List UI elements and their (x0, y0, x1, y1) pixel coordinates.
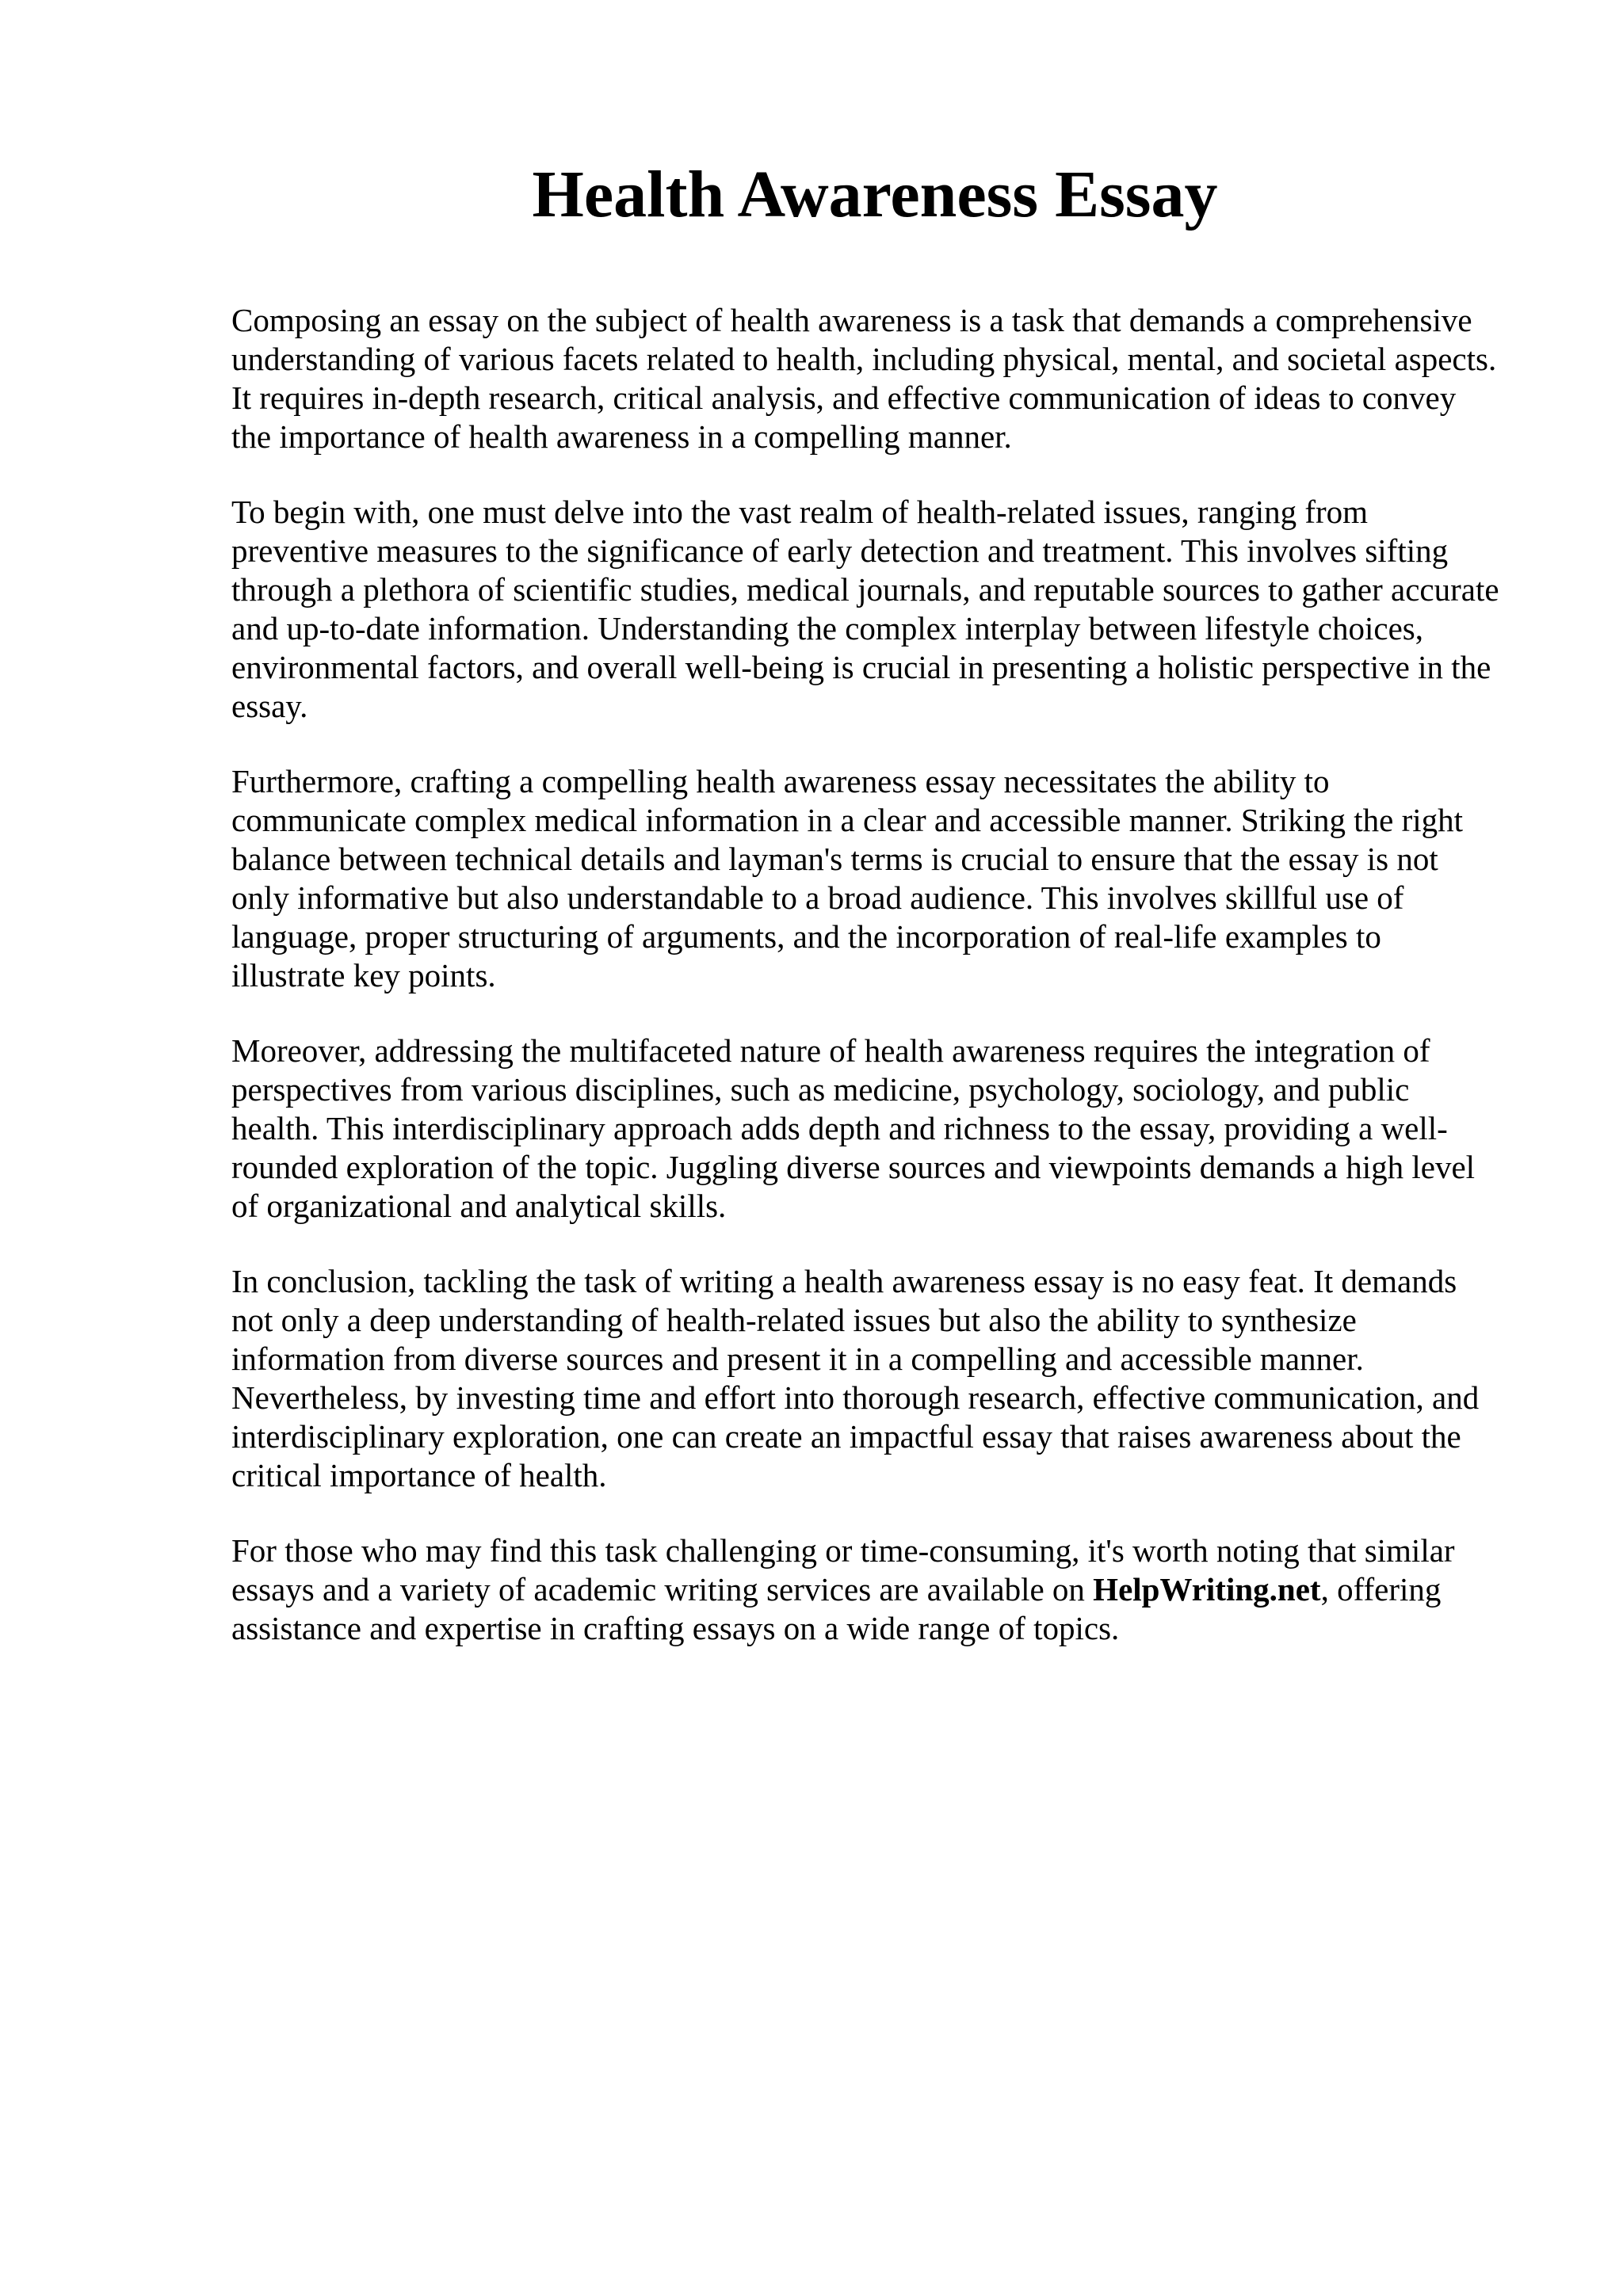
document-title: Health Awareness Essay (532, 158, 1218, 231)
paragraph-interdisciplinary: Moreover, addressing the multifaceted nature of health awareness requires the integration of perspectives from various disciplines, such as medicine, psychology, sociology, and public health. This interdisciplinary approach adds depth and richness to the essay, providing a well-rounded exploration of the topic. Juggling diverse sources and viewpoints demands a high level of organizational and analytical skills. (231, 1032, 1476, 1224)
document-body (231, 301, 1499, 1648)
paragraph-communication: Furthermore, crafting a compelling health awareness essay necessitates the ability to communicate complex medical information in a clear and accessible manner. Striking the right balance between technical details and layman's terms is crucial to ensure that the essay is not only informative but also understandable to a broad audience. This involves skillful use of language, proper structuring of arguments, and the incorporation of real-life examples to illustrate key points. (231, 763, 1464, 994)
paragraph-research: To begin with, one must delve into the vast realm of health-related issues, ranging from preventive measures to the significance of early detection and treatment. This involves sifting through a plethora of scientific studies, medical journals, and reputable sources to gather accurate and up-to-date information. Understanding the complex interplay between lifestyle choices, environmental factors, and overall well-being is crucial in presenting a holistic perspective in the essay. (231, 494, 1499, 724)
paragraph-intro: Composing an essay on the subject of health awareness is a task that demands a comprehensive understanding of various facets related to health, including physical, mental, and societal aspects. It requires in-depth research, critical analysis, and effective communication of ideas to convey the importance of health awareness in a compelling manner. (231, 302, 1497, 455)
brand-name: HelpWriting.net (1093, 1571, 1321, 1608)
closing-text-before: For those who may find this task challenging or time-consuming, it's worth noting that similar essays and a variety of academic writing services are available on (231, 1532, 1455, 1608)
closing-text-after: , offering assistance and expertise in crafting essays on a wide range of topics. (231, 1571, 1442, 1646)
paragraph-conclusion: In conclusion, tackling the task of writing a health awareness essay is no easy feat. It demands not only a deep understanding of health-related issues but also the ability to synthesize information from diverse sources and present it in a compelling and accessible manner. Nevertheless, by investing time and effort into thorough research, effective communication, and interdisciplinary exploration, one can create an impactful essay that raises awareness about the critical importance of health. (231, 1263, 1480, 1493)
paragraph-closing (231, 1531, 1499, 1648)
